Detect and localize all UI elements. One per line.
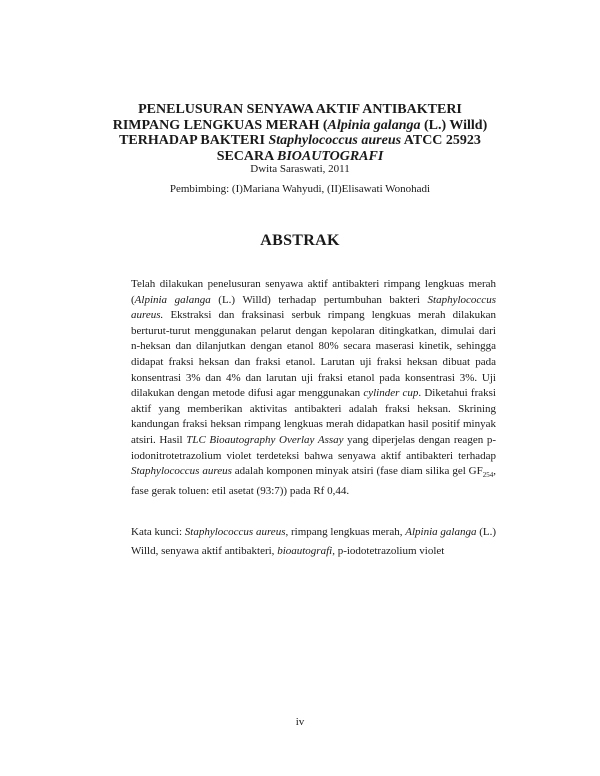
- abstract-italic: cylinder cup: [363, 387, 419, 400]
- page-number: iv: [295, 716, 305, 728]
- supervisors: Pembimbing: (I)Mariana Wahyudi, (II)Elisawati Wonohadi: [169, 183, 431, 195]
- keyword-italic: bioautografi: [277, 544, 333, 557]
- title-line-4: [100, 149, 500, 165]
- title-line-1: PENELUSURAN SENYAWA AKTIF ANTIBAKTERI: [138, 102, 462, 117]
- title-text: (L.) Willd): [420, 117, 488, 133]
- title-italic: BIOAUTOGRAFI: [276, 148, 384, 164]
- abstract-text: . Diketahui fraksi aktif yang memberikan aktivitas antibakteri adalah fraksi heksan. Skrining kandungan fraksi heksan rimpang lengkuas merah didapatkan hasil positif minyak atsiri. Hasil: [131, 387, 496, 446]
- keywords: [131, 523, 496, 560]
- abstract-italic: Staphylococcus aureus: [131, 465, 232, 478]
- abstract-italic: Alpinia galanga: [134, 293, 211, 306]
- keyword-text: , rimpang lengkuas merah,: [285, 526, 406, 538]
- title-italic: Alpinia galanga: [327, 117, 421, 133]
- abstract-subscript: 254: [482, 471, 494, 480]
- author: Dwita Saraswati, 2011: [250, 163, 350, 175]
- keyword-italic: Alpinia galanga: [405, 526, 477, 538]
- keyword-text: (L.) Willd, senyawa aktif antibakteri,: [131, 526, 497, 557]
- abstract-paragraph: [131, 277, 496, 500]
- abstract-text: adalah komponen minyak atsiri (fase diam silika gel GF: [231, 465, 483, 478]
- abstract-text: Ekstraksi dan fraksinasi serbuk rimpang lengkuas merah dilakukan berturut-turut menggunakan pelarut dengan kepolaran ditingkatkan, dimulai dari n-heksan dan dilanjutkan dengan etanol 80% secara maserasi kinetik, sehingga didapat fraksi heksan dan fraksi etanol. Larutan uji fraksi heksan dibuat pada konsentrasi 3% dan 4% dan larutan uji fraksi etanol pada konsentrasi 3%. Uji dilakukan dengan metode difusi agar menggunakan: [131, 309, 496, 400]
- title-text: ATCC 25923: [401, 133, 481, 148]
- abstract-text: yang diperjelas dengan reagen p-iodonitrotetrazolium violet terdeteksi bahwa senyawa aktif antibakteri terhadap: [131, 433, 496, 462]
- keyword-italic: Staphylococcus aureus: [184, 526, 286, 538]
- section-heading: ABSTRAK: [260, 232, 340, 249]
- keywords-label: Kata kunci:: [131, 526, 185, 538]
- title-line-3: [100, 133, 500, 149]
- page-title: [100, 102, 500, 164]
- abstract-text: , fase gerak toluen: etil asetat (93:7)) pada Rf 0,44.: [131, 465, 496, 497]
- title-italic: Staphylococcus aureus: [268, 133, 402, 148]
- title-line-2: [100, 118, 500, 134]
- title-text: RIMPANG LENGKUAS MERAH (: [112, 117, 328, 133]
- abstract-italic: Staphylococcus aureus.: [131, 293, 496, 322]
- abstract-text: Telah dilakukan penelusuran senyawa aktif antibakteri rimpang lengkuas merah (: [131, 278, 496, 306]
- title-text: TERHADAP BAKTERI: [119, 133, 269, 148]
- abstract-italic: TLC Bioautography Overlay Assay: [186, 433, 344, 446]
- title-text: SECARA: [216, 148, 277, 164]
- keyword-text: , p-iodotetrazolium violet: [332, 544, 445, 557]
- abstract-text: (L.) Willd) terhadap pertumbuhan bakteri: [210, 293, 428, 306]
